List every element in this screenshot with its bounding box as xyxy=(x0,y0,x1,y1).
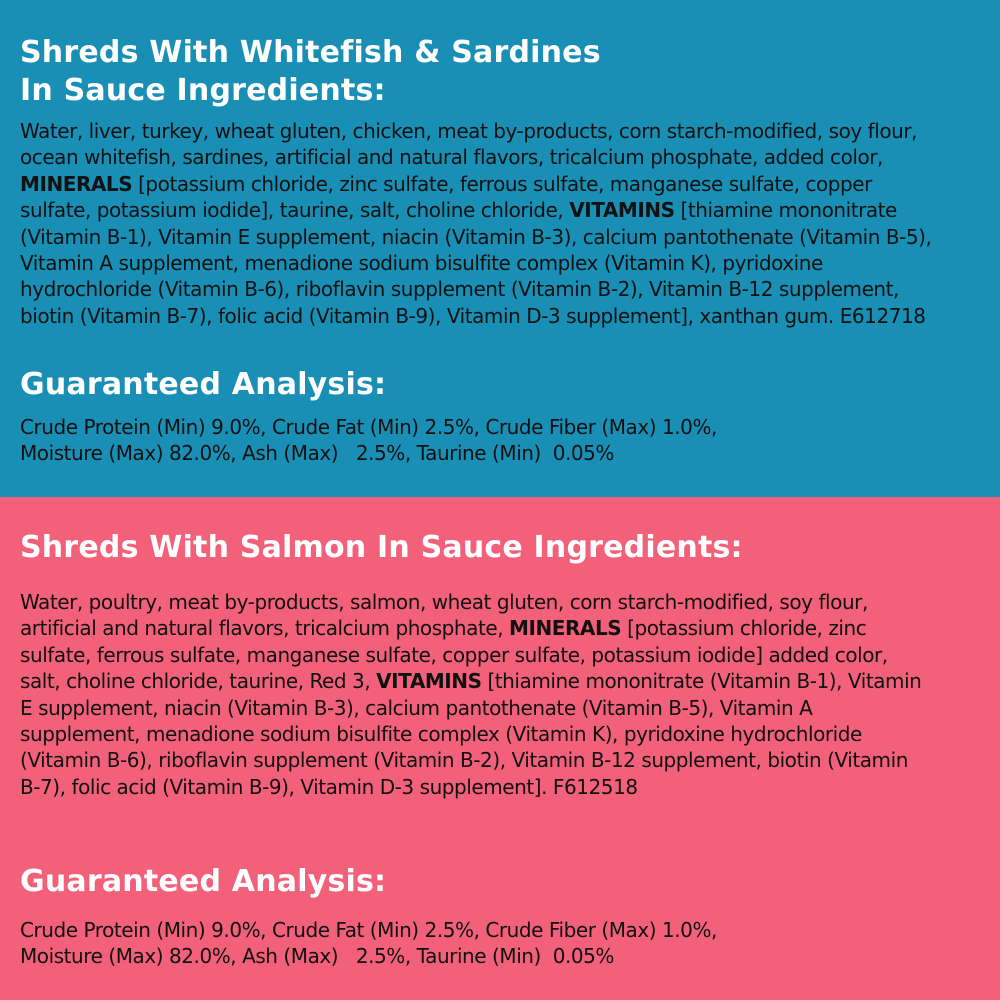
salmon-analysis-text xyxy=(20,917,980,970)
ingredients-line xyxy=(20,695,980,721)
ingredients-text-segment: biotin (Vitamin B-7), folic acid (Vitamin B-9), Vitamin D-3 supplement], xanthan gum. E612718 xyxy=(20,303,926,328)
whitefish-ingredients-title xyxy=(20,34,980,110)
ingredients-text-segment: sulfate, potassium iodide], taurine, salt, choline chloride, xyxy=(20,198,570,223)
ingredients-text-segment: [potassium chloride, zinc xyxy=(621,616,867,641)
salmon-ingredients-text xyxy=(20,589,980,800)
whitefish-ingredients-text xyxy=(20,118,980,329)
whitefish-sardines-panel xyxy=(0,0,1000,497)
ingredients-text-segment: Water, poultry, meat by-products, salmon, wheat gluten, corn starch-modified, soy flour, xyxy=(20,590,868,614)
ingredients-text-segment: (Vitamin B-1), Vitamin E supplement, niacin (Vitamin B-3), calcium pantothenate (Vitamin B-5), xyxy=(20,224,932,249)
ingredients-text-segment: salt, choline chloride, taurine, Red 3, xyxy=(20,669,377,694)
ingredients-text-segment: Water, liver, turkey, wheat gluten, chicken, meat by-products, corn starch-modified, soy flour, xyxy=(20,119,918,143)
ingredients-text-segment: [potassium chloride, zinc sulfate, ferrous sulfate, manganese sulfate, copper xyxy=(132,171,872,196)
bold-term-minerals: MINERALS xyxy=(20,171,133,196)
ingredients-line xyxy=(20,721,980,747)
ingredients-text-segment: hydrochloride (Vitamin B-6), riboflavin supplement (Vitamin B-2), Vitamin B-12 supplement, xyxy=(20,277,899,302)
ingredients-line xyxy=(20,250,980,276)
analysis-line-1: Crude Protein (Min) 9.0%, Crude Fat (Min) 2.5%, Crude Fiber (Max) 1.0%, xyxy=(20,415,717,439)
title-line-1: Shreds With Whitefish & Sardines xyxy=(20,35,601,70)
ingredients-text-segment: ocean whitefish, sardines, artificial and natural flavors, tricalcium phosphate, added color, xyxy=(20,145,883,170)
ingredients-text-segment: (Vitamin B-6), riboflavin supplement (Vitamin B-2), Vitamin B-12 supplement, biotin (Vitamin xyxy=(20,748,908,773)
ingredients-text-segment: sulfate, ferrous sulfate, manganese sulfate, copper sulfate, potassium iodide] added color, xyxy=(20,642,888,667)
salmon-analysis-title: Guaranteed Analysis: xyxy=(20,864,387,899)
ingredients-text-segment: supplement, menadione sodium bisulfite complex (Vitamin K), pyridoxine hydrochloride xyxy=(20,722,862,747)
ingredients-line xyxy=(20,144,980,170)
bold-term-vitamins: VITAMINS xyxy=(569,198,675,223)
whitefish-analysis-text xyxy=(20,414,980,467)
bold-term-vitamins: VITAMINS xyxy=(376,669,482,694)
ingredients-text-segment: E supplement, niacin (Vitamin B-3), calcium pantothenate (Vitamin B-5), Vitamin A xyxy=(20,695,813,720)
ingredients-line xyxy=(20,118,980,144)
ingredients-text-segment: [thiamine mononitrate xyxy=(674,198,897,223)
ingredients-line xyxy=(20,668,980,694)
ingredients-line xyxy=(20,589,980,615)
ingredients-text-segment: B-7), folic acid (Vitamin B-9), Vitamin D-3 supplement]. F612518 xyxy=(20,774,638,799)
salmon-panel xyxy=(0,497,1000,1000)
ingredients-line xyxy=(20,276,980,302)
ingredients-text-segment: artificial and natural flavors, tricalcium phosphate, xyxy=(20,616,510,641)
ingredients-line xyxy=(20,303,980,329)
title-line-2: In Sauce Ingredients: xyxy=(20,73,386,108)
analysis-line-1: Crude Protein (Min) 9.0%, Crude Fat (Min) 2.5%, Crude Fiber (Max) 1.0%, xyxy=(20,918,717,942)
ingredients-line xyxy=(20,642,980,668)
analysis-line-2: Moisture (Max) 82.0%, Ash (Max) 2.5%, Taurine (Min) 0.05% xyxy=(20,944,614,969)
ingredients-line xyxy=(20,747,980,773)
salmon-ingredients-title: Shreds With Salmon In Sauce Ingredients: xyxy=(20,530,743,565)
bold-term-minerals: MINERALS xyxy=(509,616,622,641)
ingredients-line xyxy=(20,224,980,250)
ingredients-line xyxy=(20,774,980,800)
ingredients-text-segment: [thiamine mononitrate (Vitamin B-1), Vitamin xyxy=(481,669,922,694)
ingredients-line xyxy=(20,197,980,223)
whitefish-analysis-title: Guaranteed Analysis: xyxy=(20,367,387,402)
ingredients-text-segment: Vitamin A supplement, menadione sodium bisulfite complex (Vitamin K), pyridoxine xyxy=(20,251,823,276)
analysis-line-2: Moisture (Max) 82.0%, Ash (Max) 2.5%, Taurine (Min) 0.05% xyxy=(20,441,614,466)
ingredients-line xyxy=(20,171,980,197)
ingredients-line xyxy=(20,615,980,641)
